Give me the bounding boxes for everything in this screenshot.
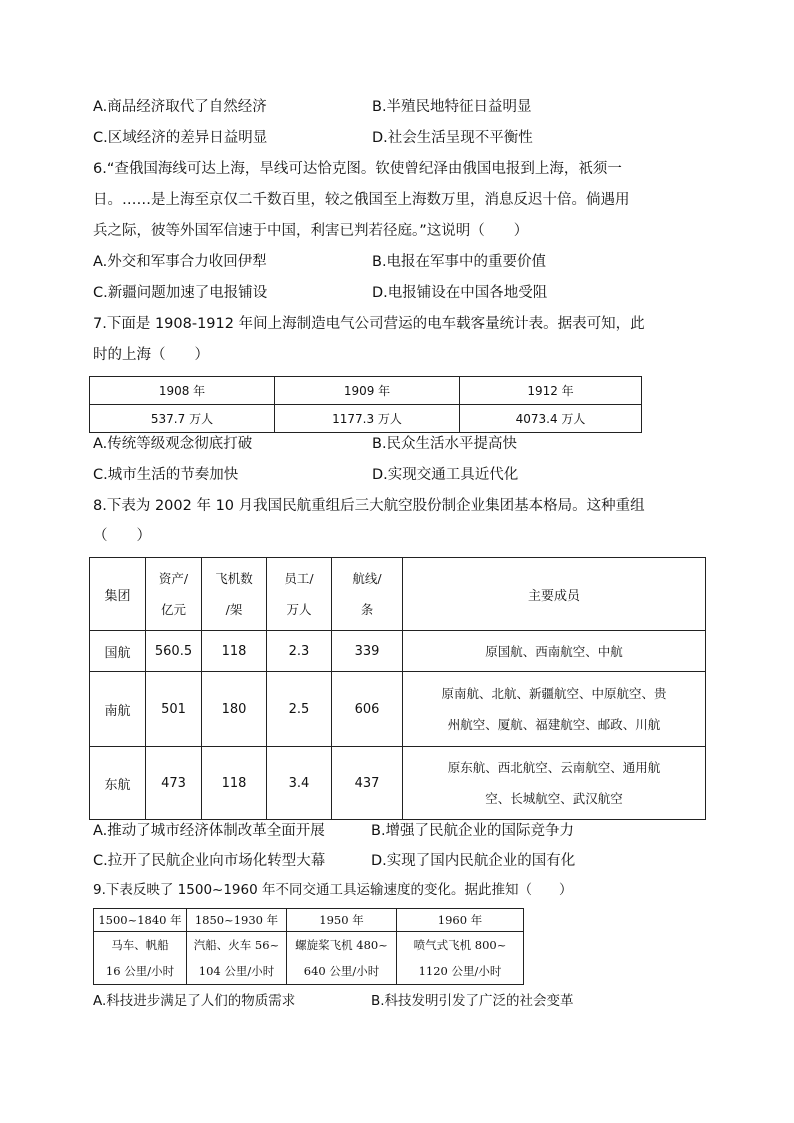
table-row [90,631,706,672]
q8-cell-routes: 606 [332,672,403,747]
q8-option-d[interactable]: D.实现了国内民航企业的国有化 [371,853,576,869]
q9-table-header: 1950 年 [287,909,397,932]
q7-table [89,376,642,433]
q8-cell-assets: 501 [146,672,202,747]
q9-cell-vehicle: 喷气式飞机 800~ [413,938,507,952]
q6-option-a[interactable]: A.外交和军事合力收回伊犁 [93,254,267,270]
q7-option-b[interactable]: B.民众生活水平提高快 [372,436,518,452]
q8-header-staff-line-1: 员工/ [284,571,314,586]
q9-cell [187,932,287,985]
q8-cell-members: 原国航、西南航空、中航 [403,631,706,672]
q9-cell-speed: 16 公里/小时 [105,964,175,978]
q7-option-d[interactable]: D.实现交通工具近代化 [372,467,519,483]
q9-cell-speed: 640 公里/小时 [303,964,380,978]
q6-option-c[interactable]: C.新疆问题加速了电报铺设 [93,285,268,301]
q8-cell-staff: 2.3 [267,631,332,672]
q8-header-routes-line-1: 航线/ [352,571,382,586]
q7-table-cell: 1177.3 万人 [275,405,460,433]
q9-cell [94,932,187,985]
q8-table [89,557,706,820]
q9-cell-speed: 104 公里/小时 [198,964,275,978]
q8-header-assets [146,558,202,631]
q8-cell-group: 南航 [90,672,146,747]
q7-option-a[interactable]: A.传统等级观念彻底打破 [93,436,253,452]
q8-cell-group: 国航 [90,631,146,672]
q7-table-cell: 4073.4 万人 [460,405,642,433]
q8-cell-group: 东航 [90,747,146,820]
q8-members-line-2: 州航空、厦航、福建航空、邮政、川航 [447,717,661,732]
q8-cell-planes: 118 [202,747,267,820]
q8-members-line-1: 原东航、西北航空、云南航空、通用航 [447,760,661,775]
q7-option-c[interactable]: C.城市生活的节奏加快 [93,467,239,483]
q8-cell-members [403,747,706,820]
q9-cell-vehicle: 螺旋桨飞机 480~ [295,938,388,952]
q6-stem-line-2: 日。……是上海至京仅二千数百里，较之俄国至上海数万里，消息反迟十倍。倘遇用 [93,192,630,208]
q9-cell-vehicle: 马车、帆船 [111,938,169,952]
q8-header-members: 主要成员 [403,558,706,631]
q9-cell-speed: 1120 公里/小时 [418,964,502,978]
q7-table-header: 1912 年 [460,377,642,405]
q8-stem-line-1: 8.下表为 2002 年 10 月我国民航重组后三大航空股份制企业集团基本格局。这种重组 [93,498,645,514]
q9-table-header: 1850~1930 年 [187,909,287,932]
q5-option-c[interactable]: C.区域经济的差异日益明显 [93,130,268,146]
q8-header-staff-line-2: 万人 [286,602,312,617]
q8-members-line-2: 空、长城航空、武汉航空 [485,791,623,806]
q7-stem-line-2: 时的上海（ ） [93,347,209,363]
q9-table-header: 1500~1840 年 [94,909,187,932]
q8-header-group: 集团 [90,558,146,631]
q7-table-cell: 537.7 万人 [90,405,275,433]
q8-header-staff [267,558,332,631]
q9-option-b[interactable]: B.科技发明引发了广泛的社会变革 [371,993,574,1009]
q7-table-header: 1909 年 [275,377,460,405]
table-row [90,747,706,820]
q8-cell-assets: 560.5 [146,631,202,672]
q8-cell-routes: 339 [332,631,403,672]
q9-cell [397,932,524,985]
q8-option-b[interactable]: B.增强了民航企业的国际竞争力 [371,823,575,839]
q7-table-header: 1908 年 [90,377,275,405]
q8-header-assets-line-1: 资产/ [158,571,189,586]
q6-stem-line-1: 6.“查俄国海线可达上海，旱线可达恰克图。钦使曾纪泽由俄国电报到上海，祇须一 [93,161,622,177]
q9-cell-vehicle: 汽船、火车 56~ [193,938,280,952]
q8-stem-line-2: （ ） [93,528,151,544]
q9-table-header: 1960 年 [397,909,524,932]
q8-cell-members [403,672,706,747]
q8-header-planes-line-1: 飞机数 [215,571,253,586]
table-row [94,932,524,985]
q8-option-a[interactable]: A.推动了城市经济体制改革全面开展 [93,823,325,839]
q8-cell-planes: 180 [202,672,267,747]
q5-option-b[interactable]: B.半殖民地特征日益明显 [372,99,532,115]
q8-cell-planes: 118 [202,631,267,672]
q6-option-b[interactable]: B.电报在军事中的重要价值 [372,254,547,270]
q5-option-a[interactable]: A.商品经济取代了自然经济 [93,99,267,115]
q8-header-routes-line-2: 条 [360,602,374,617]
q5-option-d[interactable]: D.社会生活呈现不平衡性 [372,130,533,146]
q8-header-planes [202,558,267,631]
q7-stem-line-1: 7.下面是 1908-1912 年间上海制造电气公司营运的电车载客量统计表。据表可知，此 [93,316,645,332]
q8-cell-staff: 3.4 [267,747,332,820]
q6-option-d[interactable]: D.电报铺设在中国各地受阻 [372,285,548,301]
q9-cell [287,932,397,985]
table-row [90,672,706,747]
q8-cell-staff: 2.5 [267,672,332,747]
q8-members-line-1: 原南航、北航、新疆航空、中原航空、贵 [441,686,667,701]
q8-cell-routes: 437 [332,747,403,820]
q9-stem: 9.下表反映了 1500~1960 年不同交通工具运输速度的变化。据此推知（ ） [93,882,573,898]
q8-header-planes-line-2: /架 [225,602,243,617]
q8-cell-assets: 473 [146,747,202,820]
q9-table [93,908,524,985]
q6-stem-line-3: 兵之际，彼等外国军信速于中国，利害已判若径庭。”这说明（ ） [93,223,529,239]
q8-header-assets-line-2: 亿元 [160,602,186,617]
q8-header-routes [332,558,403,631]
q9-option-a[interactable]: A.科技进步满足了人们的物质需求 [93,993,296,1009]
q8-option-c[interactable]: C.拉开了民航企业向市场化转型大幕 [93,853,326,869]
